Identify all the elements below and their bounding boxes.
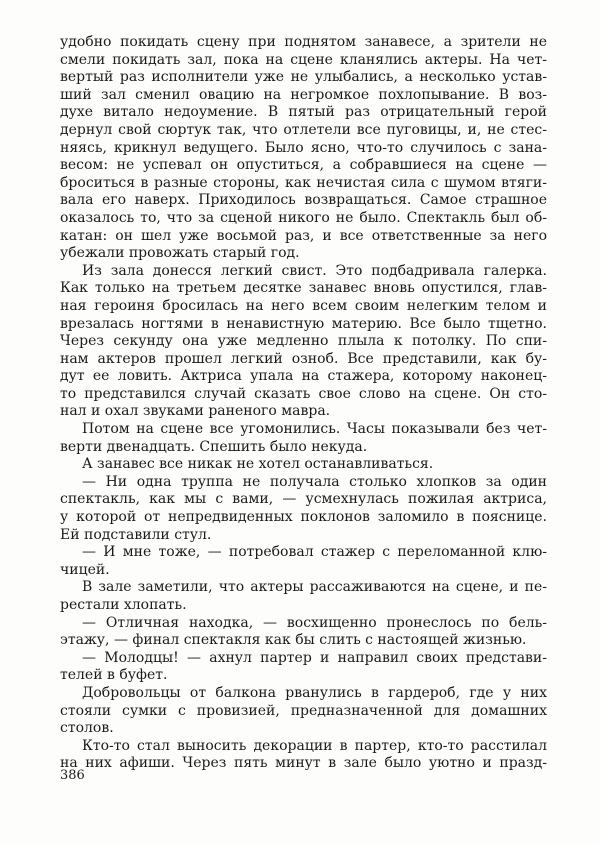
text-line: на них афиши. Через пять минут в зале было уютно и празд-: [60, 755, 547, 772]
text-line: весом: не успевал он опуститься, а собравшиеся на сцене —: [60, 157, 547, 174]
body-text: [60, 34, 547, 773]
text-line: ная героиня бросилась на него всем своим нелегким телом и: [60, 297, 547, 314]
text-line: броситься в разные стороны, как нечистая сила с шумом втяги-: [60, 174, 547, 191]
text-line: Ей подставили стул.: [60, 526, 212, 543]
text-line: вертый раз исполнители уже не улыбались, а несколько устав-: [60, 69, 547, 86]
text-line: оказалось то, что за сценой никого не было. Спектакль был об-: [60, 209, 547, 226]
text-line: спектакль, как мы с вами, — усмехнулась пожилая актриса,: [60, 491, 547, 508]
text-line: Как только на третьем десятке занавес вновь опустился, глав-: [60, 280, 547, 297]
text-line: дут ее ловить. Актриса упала на стажера, которому наконец-: [60, 368, 547, 385]
text-line: нал и охал звуками раненого мавра.: [60, 403, 331, 420]
text-line: вала его наверх. Приходилось возвращаться. Самое страшное: [60, 192, 547, 209]
text-line: верти двенадцать. Спешить было некуда.: [60, 438, 368, 455]
text-line: у которой от непредвиденных поклонов заломило в пояснице.: [60, 509, 547, 526]
text-line: — Ни одна труппа не получала столько хлопков за один: [82, 473, 547, 490]
text-line: — И мне тоже, — потребовал стажер с переломанной клю-: [82, 544, 547, 561]
text-line: удобно покидать сцену при поднятом занавесе, а зрители не: [60, 34, 547, 50]
text-line: нам актеров прошел легкий озноб. Все представили, как бу-: [60, 350, 547, 367]
text-line: Кто-то стал выносить декорации в партер, кто-то расстилал: [82, 737, 547, 754]
text-line: чицей.: [60, 561, 110, 578]
text-line: В зале заметили, что актеры рассаживаются на сцене, и пе-: [82, 579, 547, 596]
text-line: смели покидать зал, пока на сцене кланялись актеры. На чет-: [60, 51, 547, 68]
page-number: 386: [60, 768, 85, 783]
text-line: катан: он шел уже восьмой раз, и все ответственные за него: [60, 227, 547, 244]
text-line: А занавес все никак не хотел останавливаться.: [82, 456, 434, 473]
text-line: дернул свой сюртук так, что отлетели все пуговицы, и, не стес-: [60, 121, 547, 138]
text-line: врезалась ногтями в ненавистную материю. Все было тщетно.: [60, 315, 547, 332]
text-line: рестали хлопать.: [60, 597, 187, 613]
text-line: ший зал сменил овацию на негромкое похлопывание. В воз-: [60, 86, 547, 103]
text-line: то представился случай сказать свое слово на сцене. Он сто-: [60, 385, 547, 402]
text-line: стояли сумки с провизией, предназначенной для домашних: [60, 702, 547, 719]
text-line: Добровольцы от балкона рванулись в гардероб, где у них: [82, 684, 547, 701]
text-line: этажу, — финал спектакля как бы слить с настоящей жизнью.: [60, 632, 527, 649]
text-line: Из зала донесся легкий свист. Это подбадривала галерка.: [82, 262, 547, 279]
text-line: няясь, крикнул ведущего. Было ясно, что-то случилось с зана-: [60, 139, 547, 156]
text-line: — Отличная находка, — восхищенно пронеслось по бель-: [82, 614, 547, 631]
text-line: — Молодцы! — ахнул партер и направил своих представи-: [82, 649, 547, 666]
text-line: убежали провожать старый год.: [60, 245, 300, 262]
text-line: духе витало недоумение. В пятый раз отрицательный герой: [60, 104, 547, 121]
text-line: Потом на сцене все угомонились. Часы показывали без чет-: [82, 421, 547, 438]
text-line: столов.: [60, 720, 114, 737]
text-line: Через секунду она уже медленно плыла к потолку. По спи-: [60, 333, 547, 350]
text-line: телей в буфет.: [60, 667, 168, 684]
